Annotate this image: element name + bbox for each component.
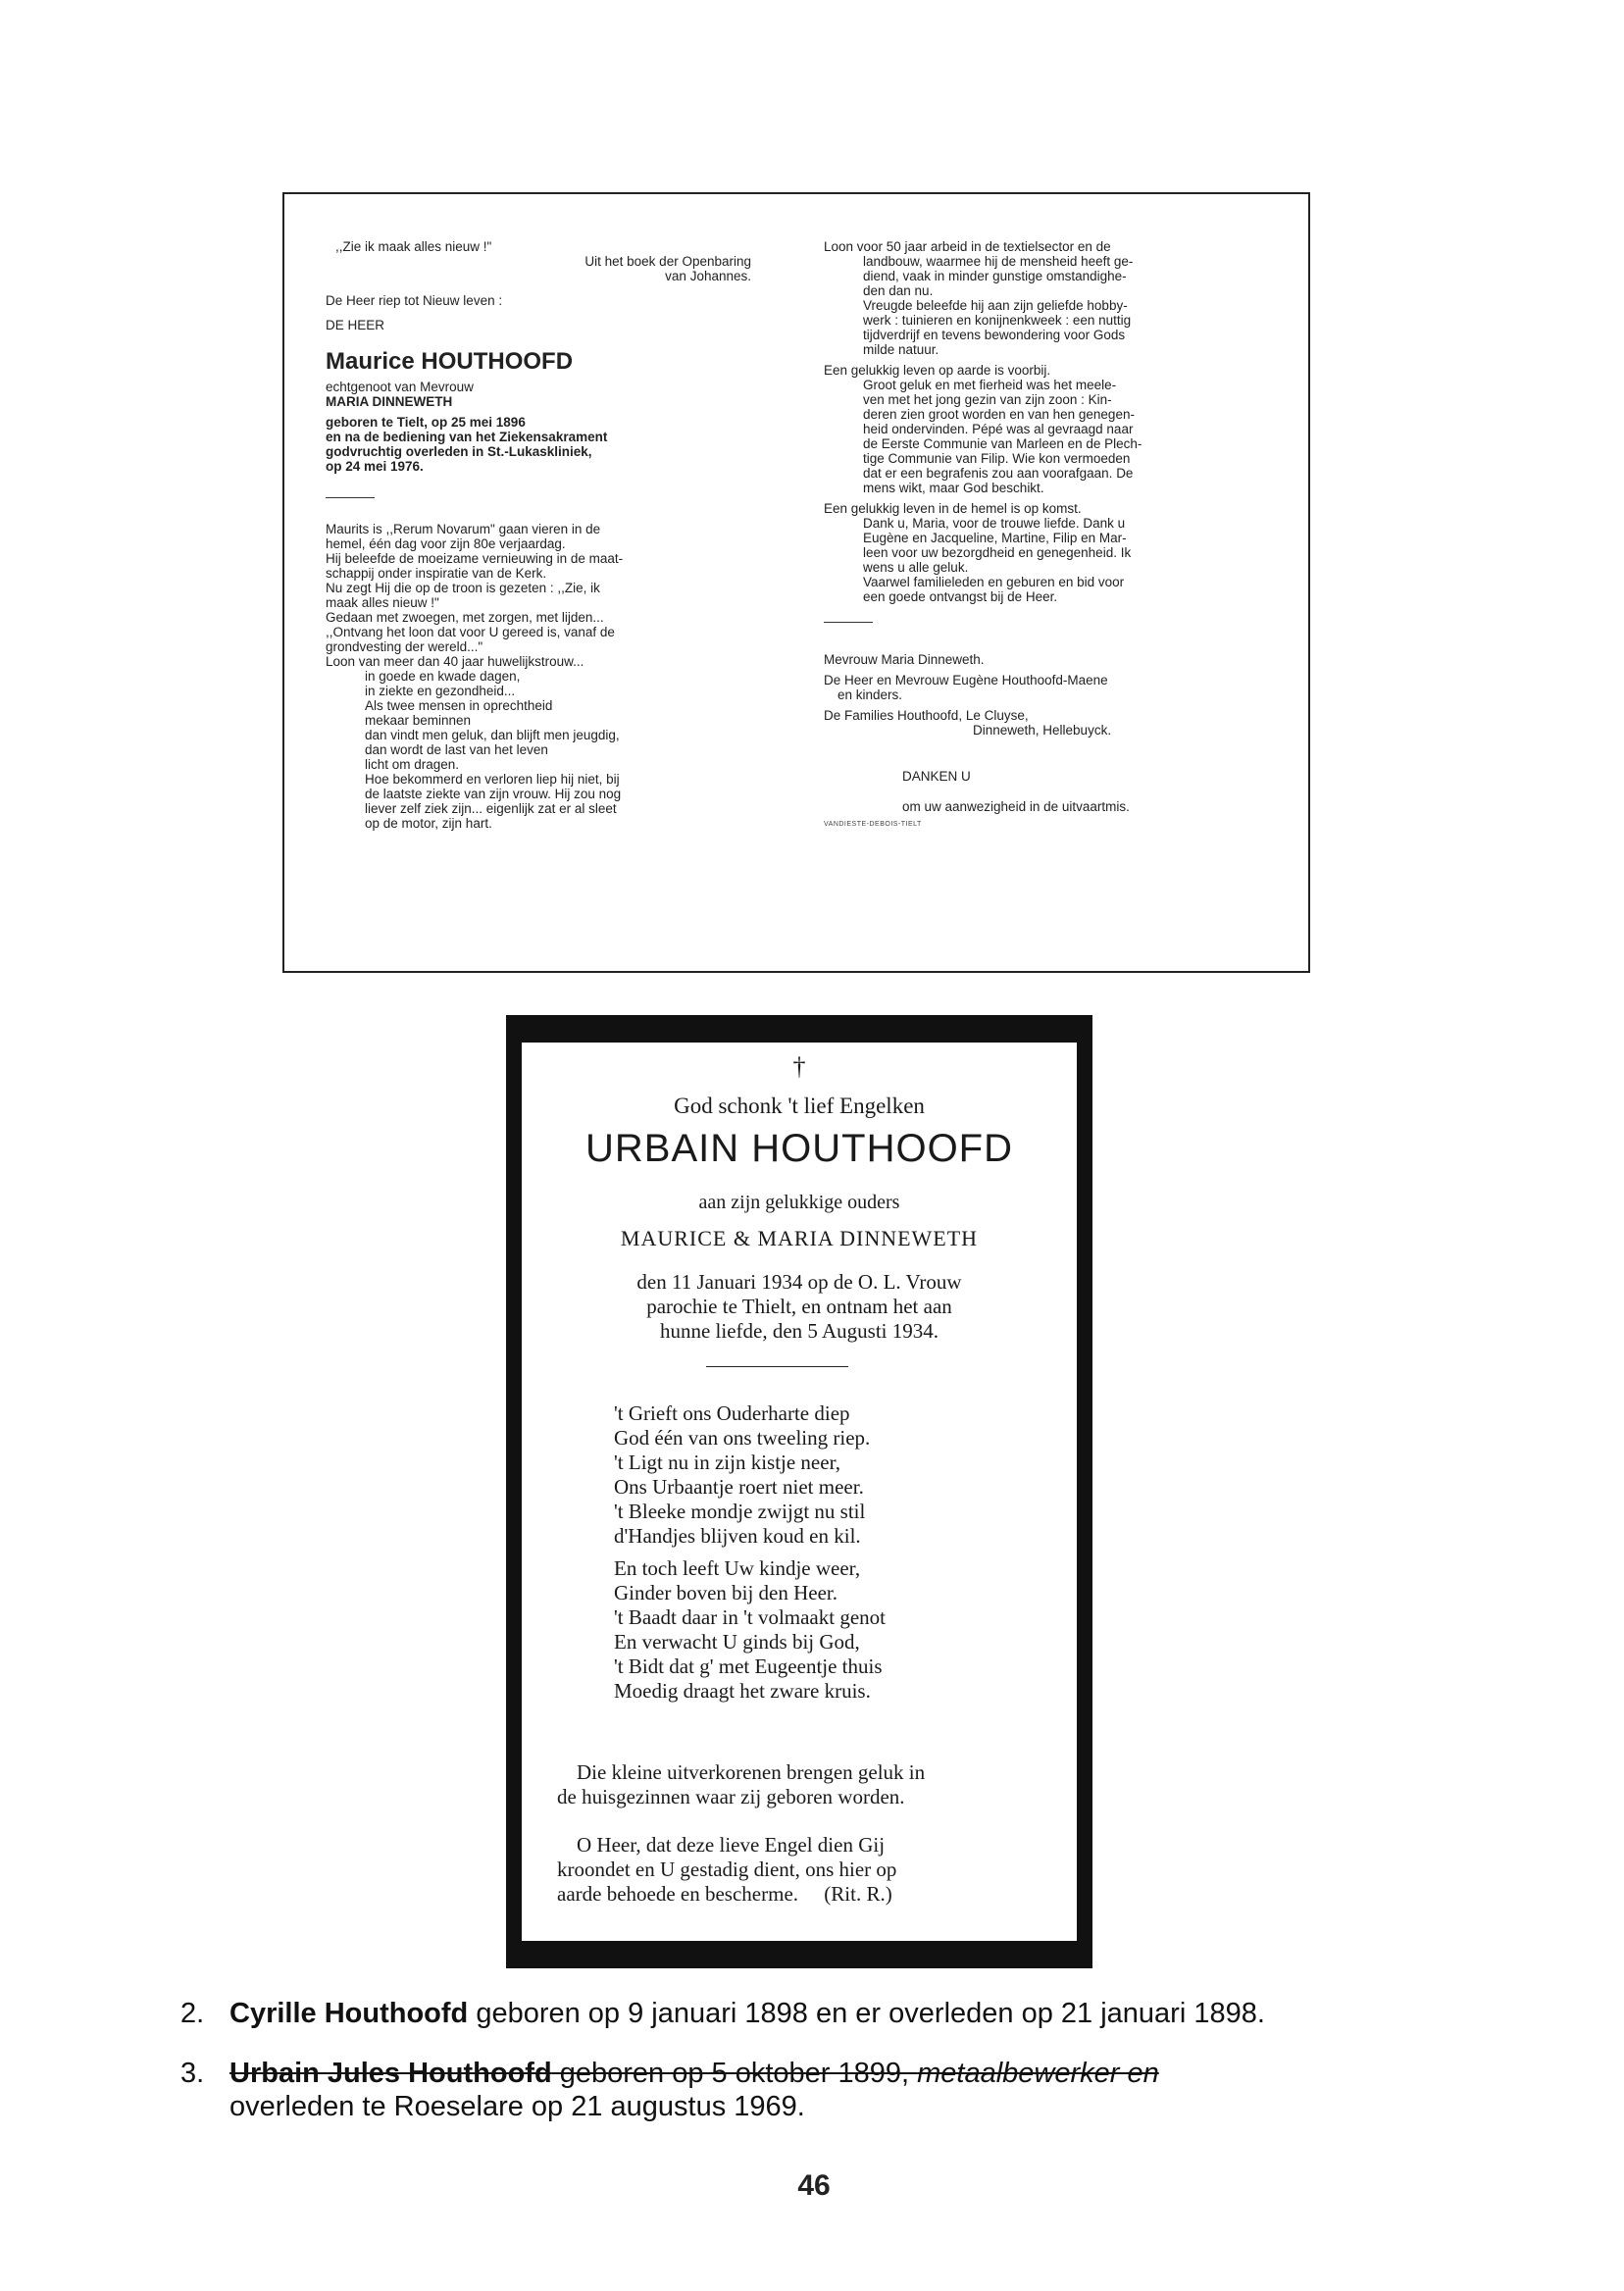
memorial-card-inner xyxy=(522,1043,1077,1941)
text-line-indented: dat er een begrafenis zou aan voorafgaan. De xyxy=(863,466,1134,481)
text-line-indented: tige Communie van Filip. Wie kon vermoeden xyxy=(863,451,1131,466)
dates-line: den 11 Januari 1934 op de O. L. Vrouw xyxy=(636,1270,962,1294)
divider xyxy=(706,1366,848,1367)
page-number: 46 xyxy=(797,2169,831,2202)
para-line: O Heer, dat deze lieve Engel dien Gij xyxy=(577,1833,886,1857)
text-line-indented: de laatste ziekte van zijn vrouw. Hij zou nog xyxy=(365,787,622,801)
bio-line: op 24 mei 1976. xyxy=(326,459,424,474)
text-line-indented: dan wordt de last van het leven xyxy=(365,742,548,757)
text-line: Hij beleefde de moeizame vernieuwing in de maat- xyxy=(326,551,624,566)
list-text xyxy=(229,1997,1265,2030)
poem-line: d'Handjes blijven koud en kil. xyxy=(614,1524,861,1548)
card2-parents-intro: aan zijn gelukkige ouders xyxy=(698,1192,900,1213)
bio-line: geboren te Tielt, op 25 mei 1896 xyxy=(326,415,526,430)
spouse-name: MARIA DINNEWETH xyxy=(326,394,453,409)
text-line-indented: de Eerste Communie van Marleen en de Plech- xyxy=(863,436,1142,451)
text-line: Een gelukkig leven in de hemel is op komst. xyxy=(824,501,1082,516)
text-line-indented: in goede en kwade dagen, xyxy=(365,669,521,684)
card2-opening-line: God schonk 't lief Engelken xyxy=(674,1094,925,1118)
divider xyxy=(326,497,375,498)
person-details: geboren op 5 oktober 1899, xyxy=(551,2058,918,2089)
text-line: hemel, één dag voor zijn 80e verjaardag. xyxy=(326,536,566,551)
quote-line-2: Uit het boek der Openbaring xyxy=(584,254,751,269)
text-line-indented: landbouw, waarmee hij de mensheid heeft ge- xyxy=(863,254,1134,269)
para-line: de huisgezinnen waar zij geboren worden. xyxy=(557,1785,905,1808)
family-line: Dinneweth, Hellebuyck. xyxy=(973,723,1112,738)
child-name: URBAIN HOUTHOOFD xyxy=(585,1127,1013,1170)
text-line-indented: Vaarwel familieleden en geburen en bid voor xyxy=(863,575,1125,589)
list-text xyxy=(229,2057,1159,2090)
text-line-indented: licht om dragen. xyxy=(365,757,460,772)
text-line-indented: Eugène en Jacqueline, Martine, Filip en Mar- xyxy=(863,531,1127,545)
poem-line: En toch leeft Uw kindje weer, xyxy=(614,1556,861,1580)
text-line-indented: werk : tuinieren en konijnenkweek : een nuttig xyxy=(863,313,1132,328)
quote-line-3: van Johannes. xyxy=(665,269,751,283)
text-line-indented: Als twee mensen in oprechtheid xyxy=(365,698,553,713)
poem-line: Ons Urbaantje roert niet meer. xyxy=(614,1475,864,1499)
family-line: De Heer en Mevrouw Eugène Houthoofd-Maene xyxy=(824,673,1108,687)
bio-line: godvruchtig overleden in St.-Lukaskliniek, xyxy=(326,444,592,459)
spouse-label: echtgenoot van Mevrouw xyxy=(326,380,474,394)
memorial-card-urbain xyxy=(506,1015,1092,1968)
para-line: kroondet en U gestadig dient, ons hier op xyxy=(557,1858,897,1881)
text-line: maak alles nieuw !" xyxy=(326,595,439,610)
card1-right-column xyxy=(824,239,1255,829)
card2-parents-names: MAURICE & MARIA DINNEWETH xyxy=(620,1226,979,1250)
text-line-indented: milde natuur. xyxy=(863,342,939,357)
card1-left-column xyxy=(326,239,757,831)
dates-line: hunne liefde, den 5 Augusti 1934. xyxy=(659,1319,939,1343)
text-line-indented: den dan nu. xyxy=(863,283,934,298)
text-line: schappij onder inspiratie van de Kerk. xyxy=(326,566,547,581)
text-line-indented: wens u alle geluk. xyxy=(863,560,969,575)
list-text-continued: overleden te Roeselare op 21 augustus 1969. xyxy=(229,2091,805,2122)
poem-line: 't Ligt nu in zijn kistje neer, xyxy=(614,1451,840,1474)
cross-icon: † xyxy=(792,1052,806,1081)
poem-line: En verwacht U ginds bij God, xyxy=(614,1630,860,1654)
text-line: Maurits is ,,Rerum Novarum" gaan vieren in de xyxy=(326,522,601,536)
printer-mark: VANDIESTE-DEBOIS-TIELT xyxy=(824,821,922,828)
text-line: Loon van meer dan 40 jaar huwelijkstrouw... xyxy=(326,654,584,669)
poem-stanza-1 xyxy=(614,1401,1026,1549)
text-line-indented: Hoe bekommerd en verloren liep hij niet, bij xyxy=(365,772,620,787)
person-details: geboren op 9 januari 1898 en er overleden op 21 januari 1898. xyxy=(468,1998,1265,2029)
text-line: Gedaan met zwoegen, met zorgen, met lijden... xyxy=(326,610,604,625)
poem-line: 't Bleeke mondje zwijgt nu stil xyxy=(614,1500,866,1523)
closing-paragraph-1 xyxy=(557,1760,1041,1809)
list-number: 2. xyxy=(180,1998,205,2029)
text-line: Een gelukkig leven op aarde is voorbij. xyxy=(824,363,1051,378)
family-line: De Families Houthoofd, Le Cluyse, xyxy=(824,708,1029,723)
de-heer-label: DE HEER xyxy=(326,318,385,332)
text-line-indented: in ziekte en gezondheid... xyxy=(365,684,516,698)
text-line-indented: Groot geluk en met fierheid was het meele- xyxy=(863,378,1117,392)
text-line-indented: deren zien groot worden en van hen genegen- xyxy=(863,407,1135,422)
poem-line: 't Baadt daar in 't volmaakt genot xyxy=(614,1605,886,1629)
person-name: Urbain Jules Houthoofd xyxy=(229,2058,552,2089)
bio-line: en na de bediening van het Ziekensakrament xyxy=(326,430,608,444)
person-details-struck: metaalbewerker en xyxy=(917,2058,1159,2089)
text-line-indented: heid ondervinden. Pépé was al gevraagd naar xyxy=(863,422,1134,436)
text-line-indented: op de motor, zijn hart. xyxy=(365,816,492,831)
deceased-name: Maurice HOUTHOOFD xyxy=(326,348,574,375)
text-line-indented: mekaar beminnen xyxy=(365,713,472,728)
text-line-indented: dan vindt men geluk, dan blijft men jeugdig, xyxy=(365,728,620,742)
text-line: Loon voor 50 jaar arbeid in de textielsector en de xyxy=(824,239,1111,254)
text-line-indented: Vreugde beleefde hij aan zijn geliefde hobby- xyxy=(863,298,1128,313)
poem-line: Ginder boven bij den Heer. xyxy=(614,1581,838,1604)
obituary-card-maurice xyxy=(282,192,1310,973)
thanks-line: om uw aanwezigheid in de uitvaartmis. xyxy=(902,799,1130,814)
text-line-indented: een goede ontvangst bij de Heer. xyxy=(863,589,1058,604)
dates-line: parochie te Thielt, en ontnam het aan xyxy=(646,1295,952,1318)
text-line-indented: diend, vaak in minder gunstige omstandighe- xyxy=(863,269,1127,283)
divider xyxy=(824,622,873,623)
text-line: grondvesting der wereld..." xyxy=(326,639,483,654)
text-line: ,,Ontvang het loon dat voor U gereed is, vanaf de xyxy=(326,625,615,639)
text-line-indented: tijdverdrijf en tevens bewondering voor Gods xyxy=(863,328,1126,342)
para-line: aarde behoede en bescherme. (Rit. R.) xyxy=(557,1882,892,1906)
family-line: Mevrouw Maria Dinneweth. xyxy=(824,652,985,667)
family-line: en kinders. xyxy=(837,687,903,702)
quote-line-1: ,,Zie ik maak alles nieuw !" xyxy=(335,239,492,254)
text-line: Nu zegt Hij die op de troon is gezeten : ,,Zie, ik xyxy=(326,581,600,595)
poem-line: Moedig draagt het zware kruis. xyxy=(614,1679,871,1703)
intro-line: De Heer riep tot Nieuw leven : xyxy=(326,293,503,308)
poem-stanza-2 xyxy=(614,1556,1026,1704)
para-line: Die kleine uitverkorenen brengen geluk in xyxy=(577,1760,926,1784)
poem-line: 't Grieft ons Ouderharte diep xyxy=(614,1401,850,1425)
list-number: 3. xyxy=(180,2058,205,2089)
closing-paragraph-2 xyxy=(557,1833,1041,1907)
card2-dates-block xyxy=(522,1270,1077,1344)
poem-line: God één van ons tweeling riep. xyxy=(614,1426,871,1450)
text-line-indented: leen voor uw bezorgdheid en genegenheid. Ik xyxy=(863,545,1132,560)
text-line-indented: mens wikt, maar God beschikt. xyxy=(863,481,1044,495)
thanks-heading: DANKEN U xyxy=(902,769,971,784)
person-name: Cyrille Houthoofd xyxy=(229,1998,469,2029)
text-line-indented: liever zelf ziek zijn... eigenlijk zat er al sleet xyxy=(365,801,617,816)
text-line-indented: ven met het jong gezin van zijn zoon : Kin- xyxy=(863,392,1112,407)
text-line-indented: Dank u, Maria, voor de trouwe liefde. Dank u xyxy=(863,516,1126,531)
poem-line: 't Bidt dat g' met Eugeentje thuis xyxy=(614,1655,883,1678)
